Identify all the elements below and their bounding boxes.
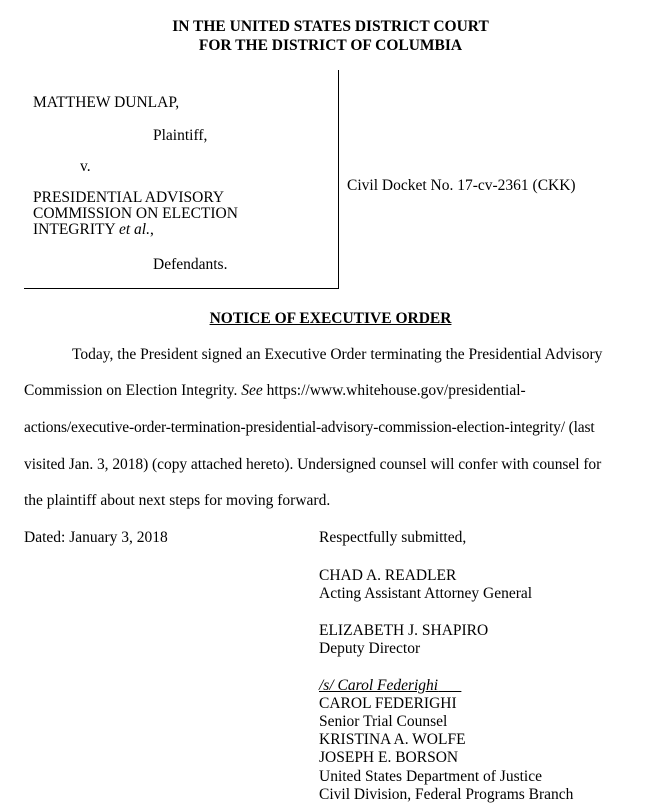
electronic-signature <box>319 677 461 695</box>
signer-name-wolfe: KRISTINA A. WOLFE <box>319 731 466 748</box>
signature-line-fill <box>438 677 461 694</box>
court-name-line2: FOR THE DISTRICT OF COLUMBIA <box>198 37 463 54</box>
signer-title-readler: Acting Assistant Attorney General <box>319 585 533 602</box>
signer-title-shapiro: Deputy Director <box>319 640 421 657</box>
notice-title: NOTICE OF EXECUTIVE ORDER <box>209 310 452 327</box>
see-signal: See <box>241 382 263 399</box>
defendant-line3-prefix: INTEGRITY <box>33 221 119 238</box>
court-name-line1: IN THE UNITED STATES DISTRICT COURT <box>172 18 489 35</box>
defendant-line2: COMMISSION ON ELECTION <box>33 205 238 222</box>
body-line2 <box>24 382 526 400</box>
org-doj: United States Department of Justice <box>319 768 542 785</box>
body-line3: actions/executive-order-termination-presidential-advisory-commission-election-integrity/ (last <box>24 419 595 436</box>
signer-name-shapiro: ELIZABETH J. SHAPIRO <box>319 622 489 639</box>
defendant-role: Defendants. <box>153 256 228 273</box>
respectfully-submitted: Respectfully submitted, <box>319 529 467 546</box>
docket-number: Civil Docket No. 17-cv-2361 (CKK) <box>347 177 576 194</box>
defendant-line3-suffix: , <box>149 221 154 238</box>
signer-name-borson: JOSEPH E. BORSON <box>319 749 459 766</box>
signer-name-readler: CHAD A. READLER <box>319 567 457 584</box>
defendant-line3 <box>33 221 154 239</box>
org-division: Civil Division, Federal Programs Branch <box>319 786 574 803</box>
plaintiff-role: Plaintiff, <box>153 127 208 144</box>
body-line1: Today, the President signed an Executive Order terminating the Presidential Advisory <box>72 346 603 363</box>
signer-name-federighi: CAROL FEDERIGHI <box>319 695 457 712</box>
defendant-line1: PRESIDENTIAL ADVISORY <box>33 189 225 206</box>
signer-title-federighi: Senior Trial Counsel <box>319 713 448 730</box>
body-line4: visited Jan. 3, 2018) (copy attached hereto). Undersigned counsel will confer with counsel for <box>24 456 602 473</box>
body-line2-suffix: https://www.whitehouse.gov/presidential- <box>262 382 526 399</box>
body-line2-prefix: Commission on Election Integrity. <box>24 382 242 399</box>
electronic-signature-text: /s/ Carol Federighi <box>319 677 439 694</box>
body-line5: the plaintiff about next steps for moving forward. <box>24 492 331 509</box>
plaintiff-name: MATTHEW DUNLAP, <box>33 94 180 111</box>
versus: v. <box>80 158 91 175</box>
dated-line: Dated: January 3, 2018 <box>24 529 168 546</box>
et-al: et al. <box>118 221 150 238</box>
